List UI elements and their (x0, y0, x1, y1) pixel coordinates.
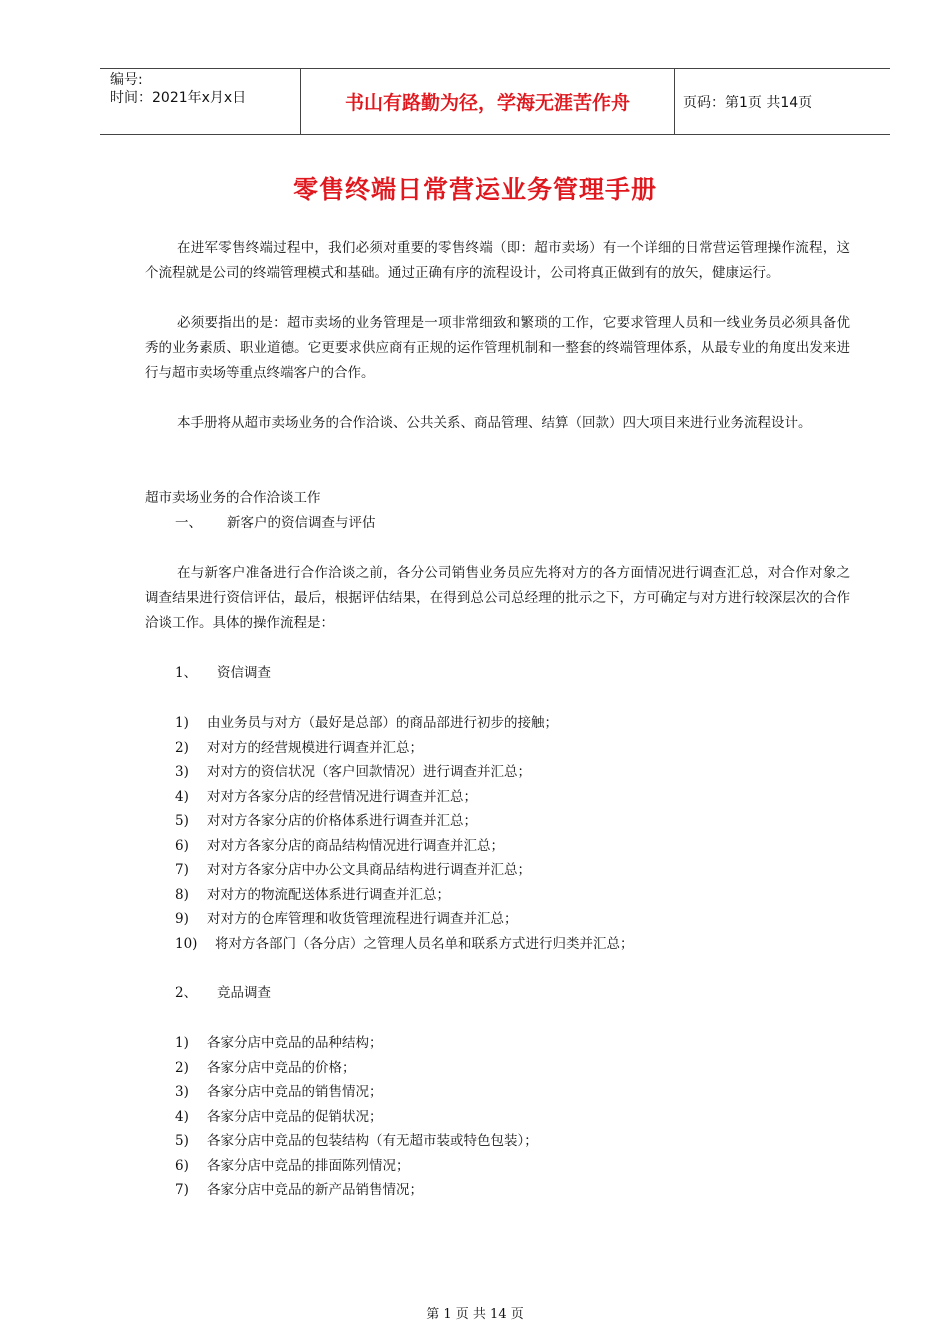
list-item (145, 858, 850, 883)
header-meta (100, 69, 301, 134)
page-header (100, 68, 890, 135)
list-item (145, 1105, 850, 1130)
list-item (145, 809, 850, 834)
item-text: 对对方各家分店的商品结构情况进行调查并汇总； (207, 837, 504, 854)
item-number: 10) (175, 935, 198, 952)
serial-label: 编号: (110, 72, 143, 88)
document-body (145, 236, 850, 1228)
item-number: 3) (175, 764, 189, 780)
part1-heading (145, 661, 850, 686)
intro-paragraph-2: 必须要指出的是：超市卖场的业务管理是一项非常细致和繁琐的工作，它要求管理人员和一线业务员必须具备优秀的业务素质、职业道德。它更要求供应商有正规的运作管理机制和一整套的终端管理体系，从最专业的角度出发来进行与超市卖场等重点终端客户的合作。 (145, 315, 850, 381)
item-text: 对对方各家分店的经营情况进行调查并汇总； (207, 788, 477, 805)
part1-number: 1、 (175, 665, 198, 681)
subsection-heading (145, 511, 850, 536)
list-item (145, 711, 850, 736)
item-text: 各家分店中竞品的新产品销售情况； (207, 1182, 423, 1198)
page-footer: 第 1 页 共 14 页 (426, 1307, 524, 1322)
section-paragraph: 在与新客户准备进行合作洽谈之前，各分公司销售业务员应先将对方的各方面情况进行调查汇总，对合作对象之调查结果进行资信评估，最后，根据评估结果，在得到总公司总经理的批示之下，方可确定与对方进行较深层次的合作洽谈工作。具体的操作流程是： (145, 565, 850, 631)
header-page-info: 页码：第1页 共14页 (683, 94, 813, 111)
item-text: 对对方的仓库管理和收货管理流程进行调查并汇总； (207, 911, 518, 927)
item-text: 对对方的经营规模进行调查并汇总； (207, 739, 423, 756)
item-text: 各家分店中竞品的品种结构； (207, 1035, 383, 1051)
time-label: 时间：2021年x月x日 (110, 90, 247, 106)
item-text: 各家分店中竞品的价格； (207, 1059, 356, 1076)
item-number: 9) (175, 911, 189, 927)
item-number: 1) (175, 715, 189, 731)
part2-heading (145, 981, 850, 1006)
section-heading: 超市卖场业务的合作洽谈工作 (145, 490, 321, 506)
list-item (145, 834, 850, 859)
item-number: 6) (175, 837, 189, 854)
item-number: 4) (175, 1108, 189, 1125)
item-text: 各家分店中竞品的排面陈列情况； (207, 1157, 410, 1174)
document-title: 零售终端日常营运业务管理手册 (292, 175, 657, 204)
part2-title: 竞品调查 (217, 985, 271, 1001)
item-number: 4) (175, 788, 189, 805)
item-number: 7) (175, 862, 189, 878)
item-number: 3) (175, 1084, 189, 1100)
item-number: 2) (175, 1059, 189, 1076)
list-item (145, 1031, 850, 1056)
subsection-title: 新客户的资信调查与评估 (227, 515, 376, 531)
item-text: 由业务员与对方（最好是总部）的商品部进行初步的接触； (207, 715, 558, 731)
list-item (145, 1129, 850, 1154)
item-text: 各家分店中竞品的包装结构（有无超市装或特色包装）； (207, 1133, 538, 1149)
intro-paragraph-3: 本手册将从超市卖场业务的合作洽谈、公共关系、商品管理、结算（回款）四大项目来进行业务流程设计。 (177, 415, 812, 431)
item-text: 将对方各部门（各分店）之管理人员名单和联系方式进行归类并汇总； (215, 935, 634, 952)
part2-number: 2、 (175, 985, 198, 1001)
part1-title: 资信调查 (217, 665, 271, 681)
part2-list (145, 1031, 850, 1203)
list-item (145, 1056, 850, 1081)
header-motto: 书山有路勤为径，学海无涯苦作舟 (301, 69, 675, 134)
item-text: 对对方各家分店中办公文具商品结构进行调查并汇总； (207, 862, 531, 878)
item-number: 6) (175, 1157, 189, 1174)
item-text: 对对方各家分店的价格体系进行调查并汇总； (207, 813, 477, 829)
list-item (145, 883, 850, 908)
intro-paragraph-1: 在进军零售终端过程中，我们必须对重要的零售终端（即：超市卖场）有一个详细的日常营运管理操作流程，这个流程就是公司的终端管理模式和基础。通过正确有序的流程设计，公司将真正做到有的放矢，健康运行。 (145, 240, 850, 281)
list-item (145, 1080, 850, 1105)
item-text: 各家分店中竞品的促销状况； (207, 1108, 383, 1125)
item-number: 1) (175, 1035, 189, 1051)
item-number: 7) (175, 1182, 189, 1198)
item-number: 2) (175, 739, 189, 756)
item-text: 对对方的资信状况（客户回款情况）进行调查并汇总； (207, 764, 531, 780)
item-number: 5) (175, 813, 189, 829)
item-number: 5) (175, 1133, 189, 1149)
item-number: 8) (175, 886, 189, 903)
list-item (145, 1154, 850, 1179)
list-item (145, 907, 850, 932)
item-text: 对对方的物流配送体系进行调查并汇总； (207, 886, 450, 903)
list-item (145, 760, 850, 785)
list-item (145, 736, 850, 761)
item-text: 各家分店中竞品的销售情况； (207, 1084, 383, 1100)
subsection-number: 一、 (175, 515, 202, 531)
list-item (145, 1178, 850, 1203)
part1-list (145, 711, 850, 956)
list-item (145, 932, 850, 957)
list-item (145, 785, 850, 810)
